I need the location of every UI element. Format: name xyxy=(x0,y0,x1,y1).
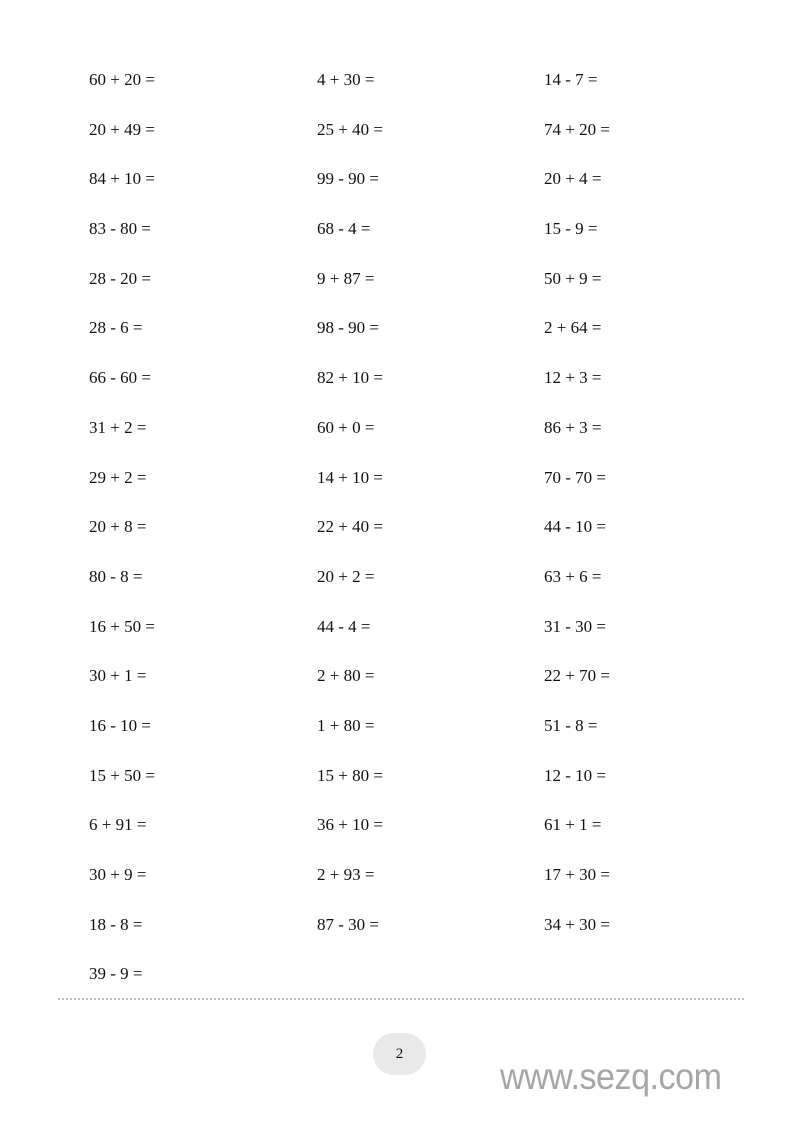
problem: 34 + 30 = xyxy=(544,914,610,934)
problem: 83 - 80 = xyxy=(89,219,151,239)
problem: 9 + 87 = xyxy=(317,268,375,288)
problem-row xyxy=(89,962,789,1012)
problem-row xyxy=(89,714,789,764)
problem: 80 - 8 = xyxy=(89,566,143,586)
problem-row xyxy=(89,615,789,665)
problem: 86 + 3 = xyxy=(544,417,602,437)
problem: 1 + 80 = xyxy=(317,715,375,735)
problem: 82 + 10 = xyxy=(317,368,383,388)
problem: 20 + 49 = xyxy=(89,119,155,139)
problem: 31 - 30 = xyxy=(544,616,606,636)
problem-row xyxy=(89,515,789,565)
problem: 68 - 4 = xyxy=(317,219,371,239)
problem: 17 + 30 = xyxy=(544,865,610,884)
problem: 15 - 9 = xyxy=(544,219,598,239)
problem: 29 + 2 = xyxy=(89,467,147,487)
problem-row xyxy=(89,267,789,317)
problem-row xyxy=(89,764,789,814)
problem-row xyxy=(89,863,789,913)
problem: 28 - 6 = xyxy=(89,318,143,338)
problem: 18 - 8 = xyxy=(89,914,143,934)
problem-row xyxy=(89,167,789,217)
problem-row xyxy=(89,68,789,118)
problem: 22 + 70 = xyxy=(544,666,610,686)
problem-row xyxy=(89,217,789,267)
problem: 14 - 7 = xyxy=(544,70,598,89)
problem: 2 + 80 = xyxy=(317,666,375,686)
problem: 15 + 80 = xyxy=(317,765,383,785)
problem: 84 + 10 = xyxy=(89,169,155,189)
problem: 20 + 4 = xyxy=(544,169,602,189)
problem: 50 + 9 = xyxy=(544,268,602,288)
problem-row xyxy=(89,565,789,615)
problem: 25 + 40 = xyxy=(317,119,383,139)
problem: 44 - 10 = xyxy=(544,517,606,537)
problem-row xyxy=(89,366,789,416)
problem: 36 + 10 = xyxy=(317,815,383,835)
problem: 31 + 2 = xyxy=(89,417,147,437)
problem-row xyxy=(89,118,789,168)
problem-grid xyxy=(89,68,789,1012)
problem-row xyxy=(89,316,789,366)
problem-row xyxy=(89,913,789,963)
watermark-text: www.sezq.com xyxy=(500,1056,722,1097)
problem: 60 + 0 = xyxy=(317,417,375,437)
problem: 14 + 10 = xyxy=(317,467,383,487)
problem: 16 + 50 = xyxy=(89,616,155,636)
problem: 99 - 90 = xyxy=(317,169,379,189)
problem: 51 - 8 = xyxy=(544,715,598,735)
problem: 30 + 9 = xyxy=(89,865,147,884)
problem-row xyxy=(89,466,789,516)
problem: 87 - 30 = xyxy=(317,914,379,934)
problem-row xyxy=(89,416,789,466)
problem: 30 + 1 = xyxy=(89,666,147,686)
problem: 61 + 1 = xyxy=(544,815,602,835)
problem: 6 + 91 = xyxy=(89,815,147,835)
problem: 60 + 20 = xyxy=(89,70,155,89)
problem: 20 + 8 = xyxy=(89,517,147,537)
problem: 16 - 10 = xyxy=(89,715,151,735)
problem: 70 - 70 = xyxy=(544,467,606,487)
problem: 28 - 20 = xyxy=(89,268,151,288)
problem: 66 - 60 = xyxy=(89,368,151,388)
dotted-divider xyxy=(58,998,744,1000)
problem: 98 - 90 = xyxy=(317,318,379,338)
problem-row xyxy=(89,664,789,714)
problem: 20 + 2 = xyxy=(317,566,375,586)
problem-row xyxy=(89,813,789,863)
page-number-badge: 2 xyxy=(373,1033,426,1075)
problem: 15 + 50 = xyxy=(89,765,155,785)
problem: 4 + 30 = xyxy=(317,70,375,89)
problem: 63 + 6 = xyxy=(544,566,602,586)
problem: 2 + 64 = xyxy=(544,318,602,338)
problem: 44 - 4 = xyxy=(317,616,371,636)
problem: 39 - 9 = xyxy=(89,964,143,984)
problem: 2 + 93 = xyxy=(317,865,375,884)
problem: 74 + 20 = xyxy=(544,119,610,139)
problem: 22 + 40 = xyxy=(317,517,383,537)
problem: 12 + 3 = xyxy=(544,368,602,388)
problem: 12 - 10 = xyxy=(544,765,606,785)
